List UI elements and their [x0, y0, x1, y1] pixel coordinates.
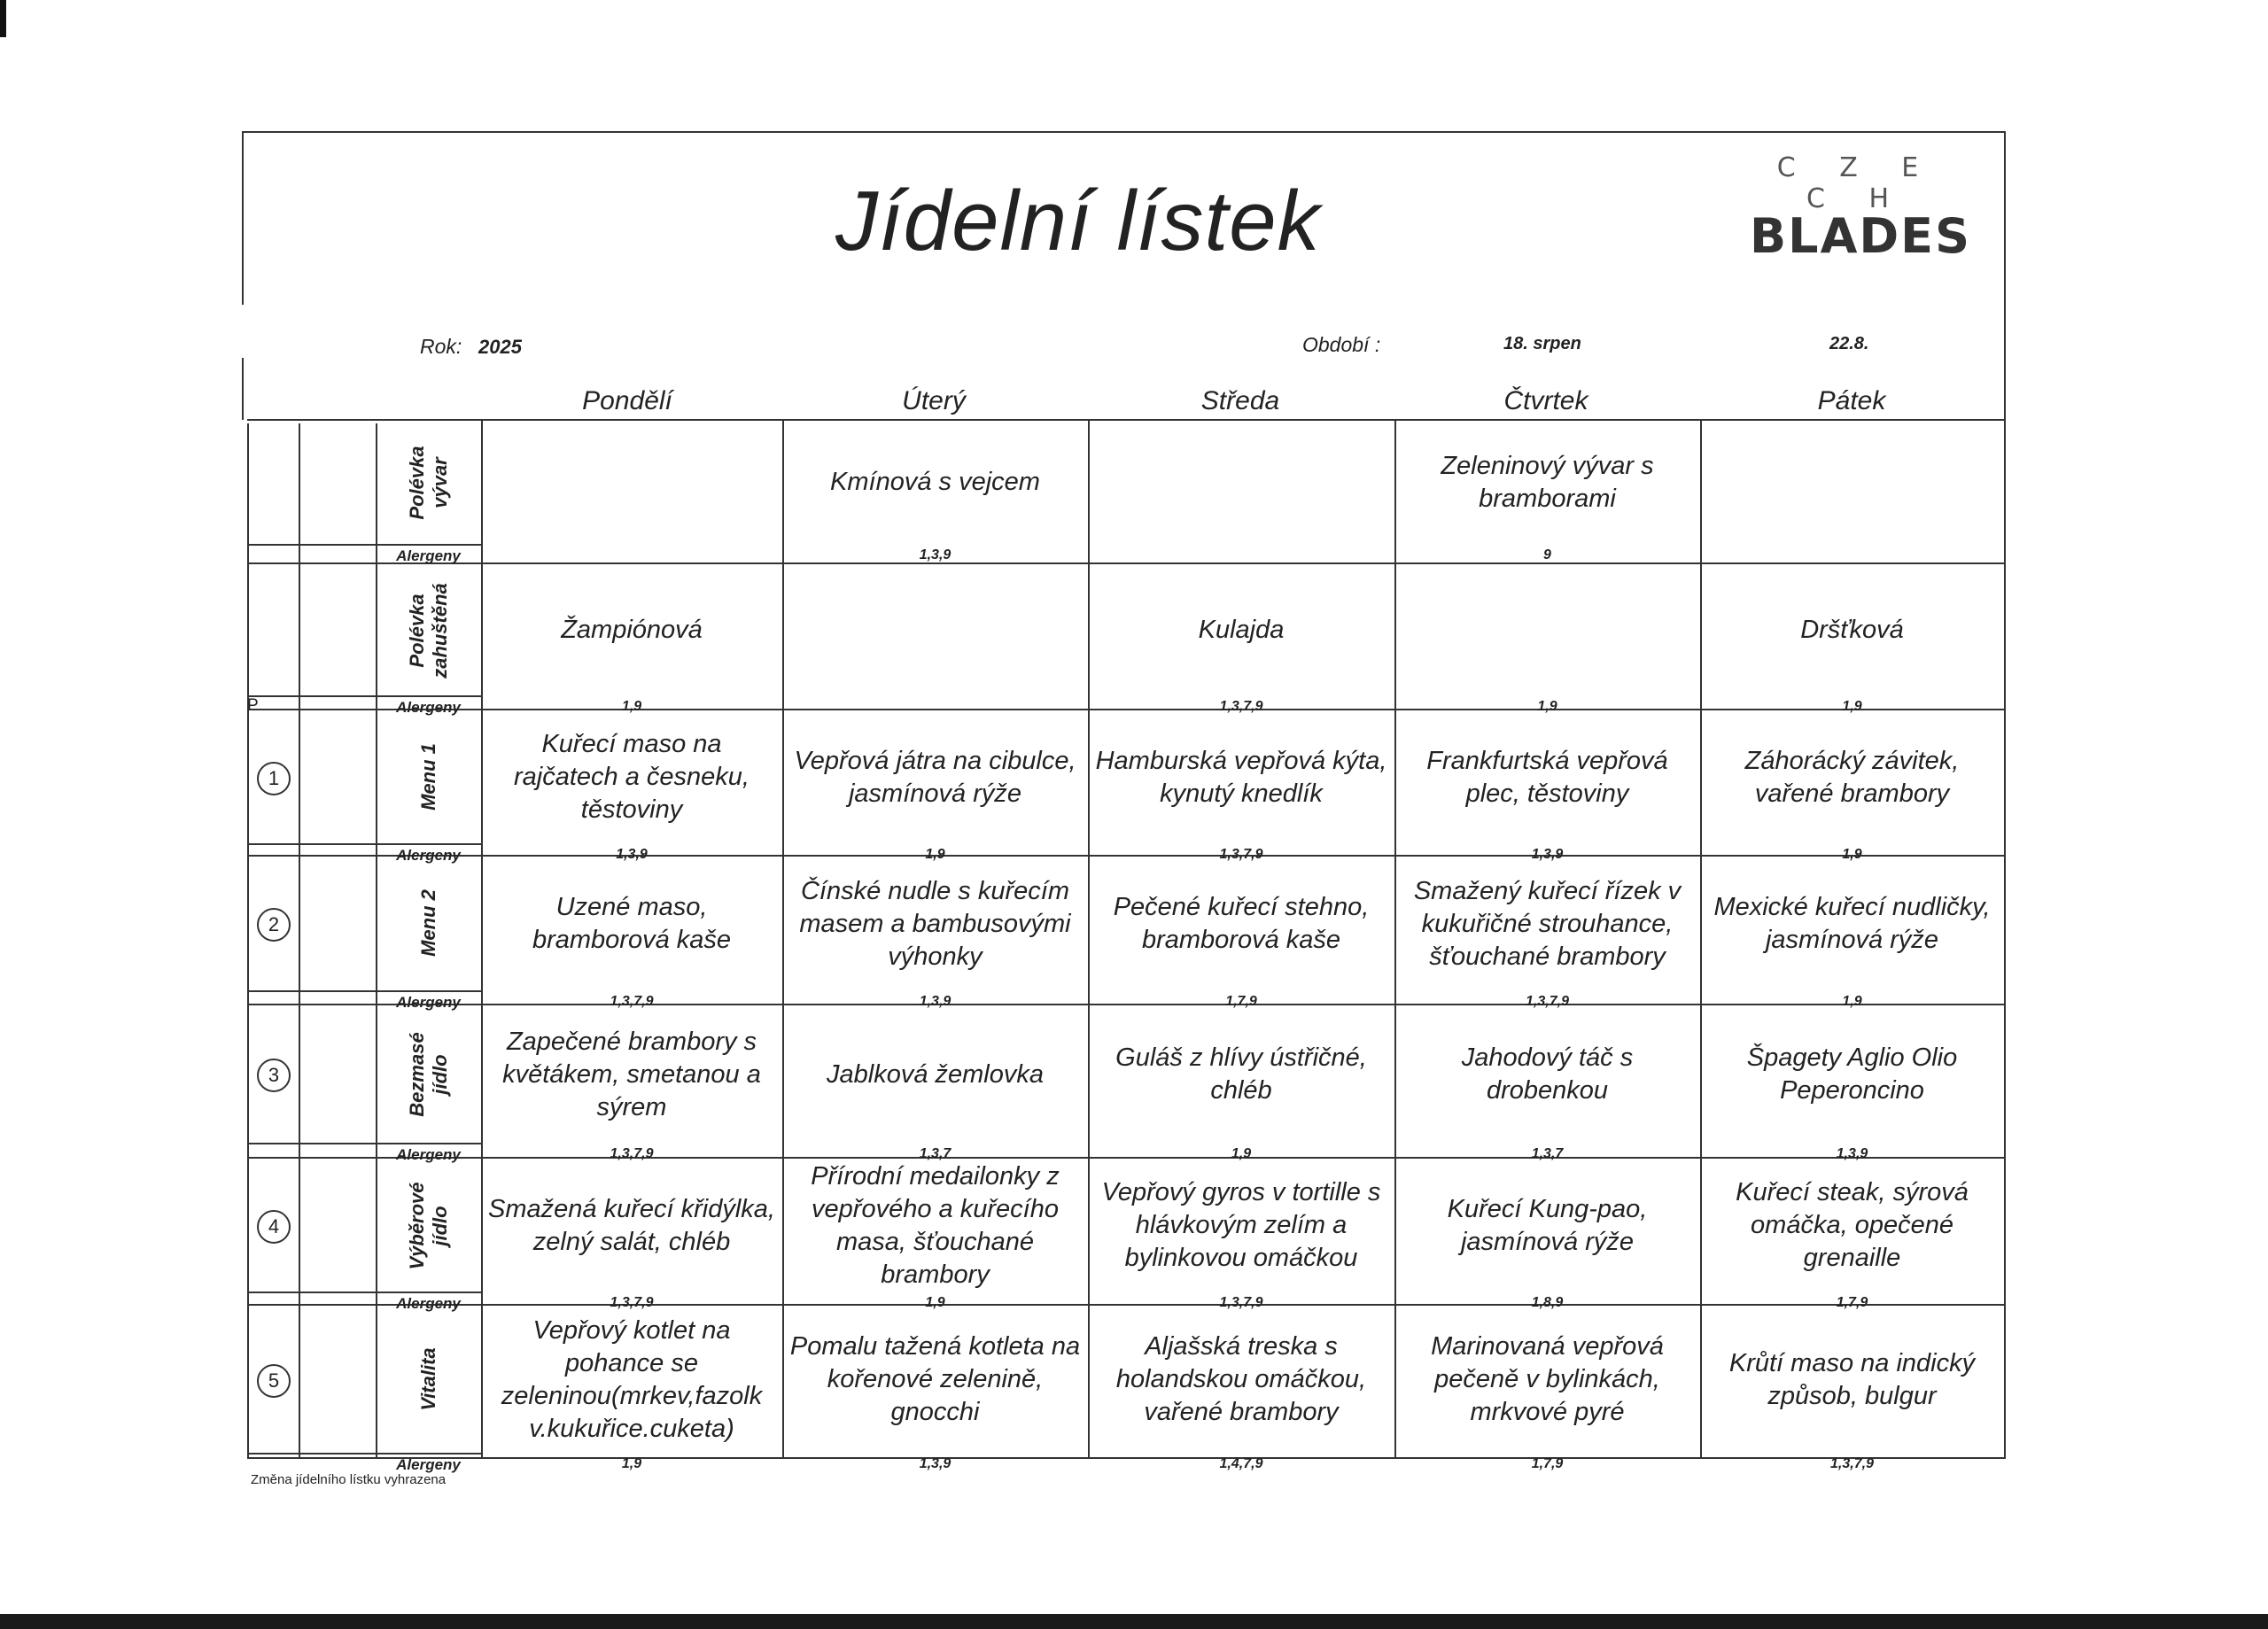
allergen-codes: 1,3,9: [1836, 1146, 1868, 1161]
dish-cell: Vepřový gyros v tortille s hlávkovým zelím a bylinkovou omáčkou: [1101, 1178, 1381, 1272]
allergen-codes: 1,3,9: [919, 994, 951, 1009]
day-header: Pátek: [1817, 386, 1886, 415]
page-title: Jídelní lístek: [835, 174, 1321, 268]
dish-cell: Pečené kuřecí stehno, bramborová kaše: [1113, 893, 1370, 954]
table-line: [247, 843, 481, 845]
p-marker: P: [247, 696, 259, 715]
dish-cell: Frankfurtská vepřová plec, těstoviny: [1426, 746, 1668, 808]
allergen-label: Alergeny: [396, 1146, 461, 1163]
dish-cell: Krůtí maso na indický způsob, bulgur: [1728, 1348, 1976, 1410]
dish-cell: Hamburská vepřová kýta, kynutý knedlík: [1095, 746, 1387, 808]
row-category-label: Menu 1: [417, 742, 439, 811]
header-frame-right: [2004, 131, 2006, 419]
table-line: [2004, 419, 2006, 1457]
allergen-codes: 1,3,7,9: [1526, 994, 1569, 1009]
table-line: [247, 990, 481, 992]
day-header: Středa: [1200, 386, 1280, 415]
allergen-codes: 1,9: [1537, 699, 1557, 714]
menu-number-icon: 1: [257, 762, 291, 795]
allergen-codes: 1,3,7,9: [610, 994, 654, 1009]
dish-cell: Žampiónová: [561, 616, 703, 644]
table-line: [299, 423, 300, 1457]
allergen-codes: 1,3,7: [1531, 1146, 1564, 1161]
header-frame-top: [242, 131, 2005, 133]
dish-cell: Mexické kuřecí nudličky, jasmínová rýže: [1713, 893, 1991, 954]
row-category-label: Polévka vývar: [406, 445, 451, 520]
allergen-codes: 1,9: [1842, 994, 1862, 1009]
allergen-codes: 1,3,7: [919, 1146, 951, 1161]
dish-cell: Uzené maso, bramborová kaše: [532, 893, 732, 954]
dish-cell: [1705, 421, 1999, 544]
allergen-codes: 1,3,7,9: [610, 1295, 654, 1310]
dish-cell: Kuřecí steak, sýrová omáčka, opečené grenaille: [1736, 1178, 1969, 1272]
allergen-label: Alergeny: [396, 994, 461, 1011]
dish-cell: Kuřecí Kung-pao, jasmínová rýže: [1447, 1194, 1648, 1256]
allergen-codes: 1,9: [621, 699, 642, 714]
allergen-codes: 1,9: [1231, 1146, 1252, 1161]
allergen-codes: 1,4,7,9: [1219, 1456, 1263, 1471]
allergen-label: Alergeny: [396, 699, 461, 716]
allergen-codes: 1,3,7,9: [1219, 847, 1263, 862]
scan-edge: [0, 1614, 2268, 1629]
allergen-label: Alergeny: [396, 1456, 461, 1473]
allergen-label: Alergeny: [396, 547, 461, 564]
footer-note: Změna jídelního lístku vyhrazena: [251, 1472, 447, 1487]
allergen-codes: 1,3,9: [919, 547, 951, 562]
allergen-codes: 1,3,9: [616, 847, 648, 862]
year-label: Rok:: [420, 335, 462, 358]
allergen-codes: 1,7,9: [1225, 994, 1257, 1009]
dish-cell: Vepřová játra na cibulce, jasmínová rýže: [794, 746, 1076, 808]
allergen-codes: 1,3,7,9: [1830, 1456, 1874, 1471]
table-line: [247, 695, 481, 697]
dish-cell: Záhorácký závitek, vařené brambory: [1744, 746, 1960, 808]
day-header: Čtvrtek: [1503, 386, 1588, 415]
allergen-codes: 1,3,7,9: [1219, 1295, 1263, 1310]
allergen-codes: 1,8,9: [1531, 1295, 1564, 1310]
allergen-codes: 9: [1543, 547, 1551, 562]
table-line: [247, 1292, 481, 1293]
dish-cell: Smažený kuřecí řízek v kukuřičné strouhance, šťouchané brambory: [1413, 876, 1682, 971]
allergen-codes: 1,9: [1842, 699, 1862, 714]
allergen-codes: 1,3,9: [1531, 847, 1564, 862]
allergen-codes: 1,3,7,9: [610, 1146, 654, 1161]
dish-cell: Zeleninový vývar s bramborami: [1441, 451, 1654, 513]
day-header: Pondělí: [582, 386, 672, 415]
allergen-codes: 1,9: [925, 847, 945, 862]
dish-cell: Kmínová s vejcem: [830, 468, 1040, 496]
scan-mark: [0, 0, 6, 37]
dish-cell: Smažená kuřecí křidýlka, zelný salát, chléb: [488, 1194, 775, 1256]
dish-cell: Zapečené brambory s květákem, smetanou a sýrem: [502, 1027, 761, 1121]
allergen-codes: 1,3,7,9: [1219, 699, 1263, 714]
dish-cell: Pomalu tažená kotleta na kořenové zelenině, gnocchi: [789, 1332, 1081, 1426]
logo-bottom-text: BLADES: [1750, 208, 1971, 264]
dish-cell: Kulajda: [1198, 616, 1285, 644]
dish-cell: [1400, 565, 1695, 695]
table-line: [247, 423, 249, 1457]
allergen-codes: 1,9: [621, 1456, 642, 1471]
dish-cell: Guláš z hlívy ústřičné, chléb: [1115, 1043, 1367, 1105]
company-logo: [1750, 152, 1971, 264]
dish-cell: Aljašská treska s holandskou omáčkou, vařené brambory: [1115, 1332, 1367, 1426]
allergen-codes: 1,7,9: [1836, 1295, 1868, 1310]
row-category-label: Menu 2: [417, 889, 439, 957]
row-category-label: Bezmasé jídlo: [406, 1032, 451, 1117]
year-value: 2025: [478, 336, 522, 358]
allergen-codes: 1,3,9: [919, 1456, 951, 1471]
dish-cell: Vepřový kotlet na pohance se zeleninou(mrkev,fazolk v.kukuřice.cuketa): [501, 1315, 763, 1443]
allergen-codes: 1,9: [925, 1295, 945, 1310]
dish-cell: [788, 565, 1083, 695]
allergen-label: Alergeny: [396, 1295, 461, 1312]
menu-number-icon: 2: [257, 908, 291, 942]
table-line: [247, 562, 2006, 564]
period-from: 18. srpen: [1503, 334, 1581, 353]
allergen-label: Alergeny: [396, 847, 461, 864]
dish-cell: Jablková žemlovka: [827, 1059, 1044, 1089]
menu-number-icon: 4: [257, 1210, 291, 1244]
day-header: Úterý: [902, 386, 966, 415]
dish-cell: [486, 421, 777, 544]
dish-cell: Jahodový táč s drobenkou: [1461, 1043, 1634, 1105]
row-category-label: Výběrové jídlo: [406, 1181, 451, 1270]
table-line: [247, 1453, 481, 1454]
row-category-label: Polévka zahuštěná: [406, 582, 451, 679]
dish-cell: Kuřecí maso na rajčatech a česneku, těstoviny: [514, 730, 750, 824]
dish-cell: [1093, 421, 1389, 544]
dish-cell: Špagety Aglio Olio Peperoncino: [1746, 1043, 1958, 1105]
dish-cell: Marinovaná vepřová pečeně v bylinkách, mrkvové pyré: [1431, 1332, 1664, 1426]
dish-cell: Čínské nudle s kuřecím masem a bambusovými výhonky: [799, 876, 1071, 971]
allergen-codes: 1,7,9: [1531, 1456, 1564, 1471]
menu-number-icon: 3: [257, 1059, 291, 1092]
dish-cell: Dršťková: [1800, 616, 1904, 644]
menu-number-icon: 5: [257, 1364, 291, 1398]
period-label: Období :: [1302, 333, 1381, 356]
header-frame-left: [242, 131, 244, 305]
allergen-codes: 1,9: [1842, 847, 1862, 862]
logo-top-text: C Z E C H: [1776, 152, 1937, 214]
dish-cell: Přírodní medailonky z vepřového a kuřecího masa, šťouchané brambory: [811, 1161, 1060, 1289]
table-line: [247, 1143, 481, 1144]
period-to: 22.8.: [1829, 334, 1869, 353]
row-category-label: Vitalita: [417, 1346, 439, 1411]
header-frame-left: [242, 358, 244, 420]
